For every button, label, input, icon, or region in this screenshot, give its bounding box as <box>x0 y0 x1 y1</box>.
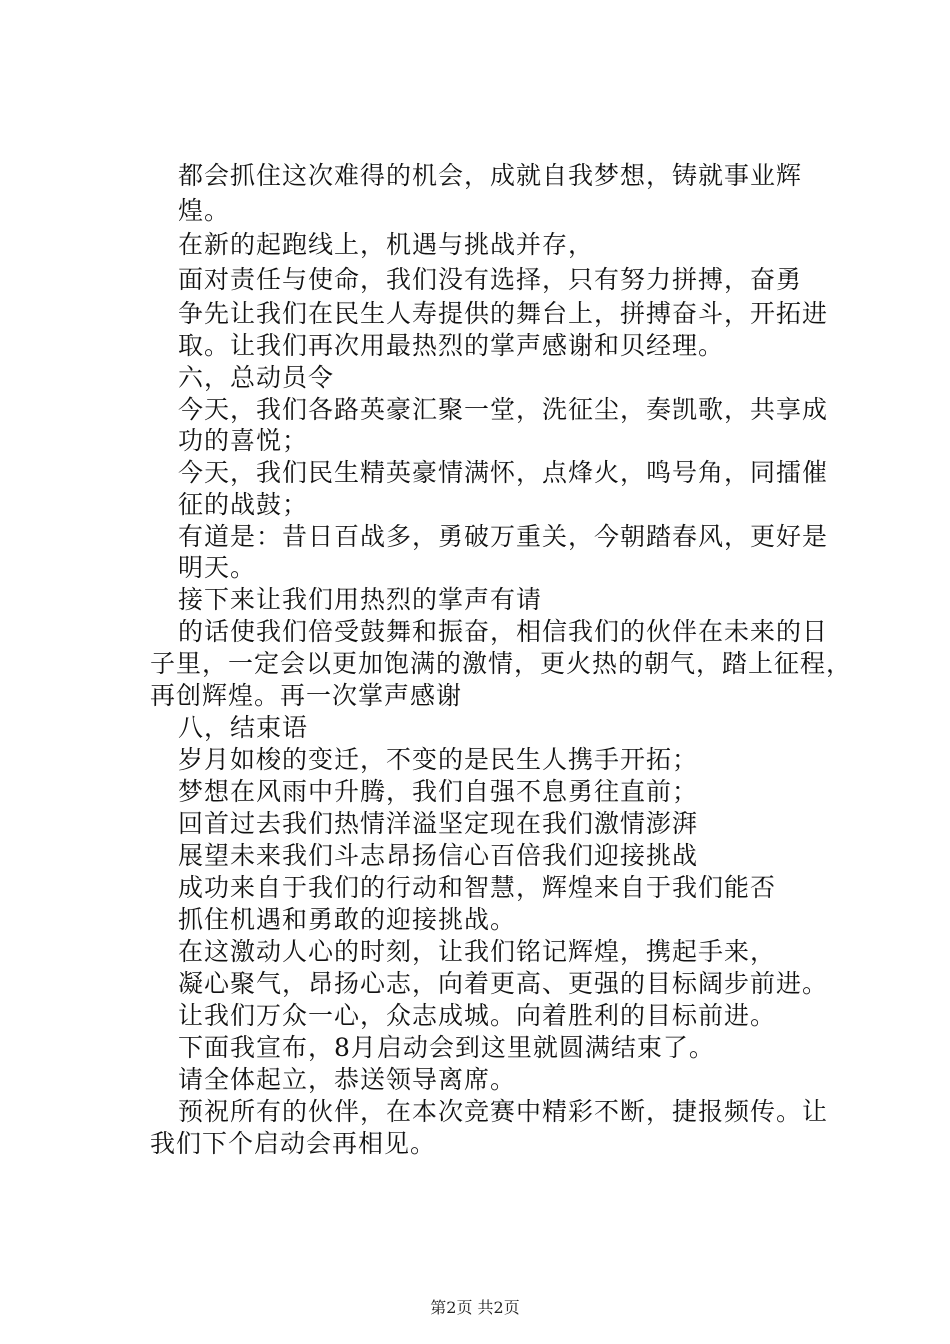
text-line: 的话使我们倍受鼓舞和振奋，相信我们的伙伴在未来的日 <box>178 617 829 646</box>
text-line: 再创辉煌。再一次掌声感谢 <box>150 681 463 710</box>
text-line: 在新的起跑线上，机遇与挑战并存， <box>178 230 595 259</box>
text-line: 预祝所有的伙伴，在本次竞赛中精彩不断，捷报频传。让 <box>178 1097 829 1126</box>
text-line: 煌。 <box>178 196 231 225</box>
text-line: 都会抓住这次难得的机会，成就自我梦想，铸就事业辉 <box>178 161 803 190</box>
text-line: 今天，我们民生精英豪情满怀，点烽火，鸣号角，同擂催 <box>178 458 829 487</box>
text-line: 争先让我们在民生人寿提供的舞台上，拼搏奋斗，开拓进 <box>178 299 829 328</box>
section-heading: 八，结束语 <box>178 713 309 742</box>
text-line: 抓住机遇和勇敢的迎接挑战。 <box>178 905 517 934</box>
text-line: 在这激动人心的时刻，让我们铭记辉煌，携起手来， <box>178 937 777 966</box>
text-line: 功的喜悦； <box>178 426 309 455</box>
text-line: 下面我宣布，8月启动会到这里就圆满结束了。 <box>178 1033 715 1062</box>
text-line: 接下来让我们用热烈的掌声有请 <box>178 585 543 614</box>
text-line: 今天，我们各路英豪汇聚一堂，洗征尘，奏凯歌，共享成 <box>178 395 829 424</box>
text-line: 展望未来我们斗志昂扬信心百倍我们迎接挑战 <box>178 841 699 870</box>
text-line: 我们下个启动会再相见。 <box>150 1129 437 1158</box>
text-line: 请全体起立，恭送领导离席。 <box>178 1065 517 1094</box>
text-line: 取。让我们再次用最热烈的掌声感谢和贝经理。 <box>178 331 725 360</box>
page-footer: 第2页 共2页 <box>430 1298 520 1317</box>
text-line: 面对责任与使命，我们没有选择，只有努力拼搏，奋勇 <box>178 265 803 294</box>
text-line: 子里，一定会以更加饱满的激情，更火热的朝气，踏上征程， <box>150 649 853 678</box>
text-line: 岁月如梭的变迁，不变的是民生人携手开拓； <box>178 745 699 774</box>
text-line: 明天。 <box>178 553 257 582</box>
text-line: 凝心聚气，昂扬心志，向着更高、更强的目标阔步前进。 <box>178 969 829 998</box>
text-line: 成功来自于我们的行动和智慧，辉煌来自于我们能否 <box>178 873 777 902</box>
text-line: 回首过去我们热情洋溢坚定现在我们激情澎湃 <box>178 809 699 838</box>
text-line: 让我们万众一心，众志成城。向着胜利的目标前进。 <box>178 1001 777 1030</box>
section-heading: 六，总动员令 <box>178 363 335 392</box>
text-line: 征的战鼓； <box>178 490 309 519</box>
text-line: 有道是：昔日百战多，勇破万重关，今朝踏春风，更好是 <box>178 522 829 551</box>
text-line: 梦想在风雨中升腾，我们自强不息勇往直前； <box>178 777 699 806</box>
